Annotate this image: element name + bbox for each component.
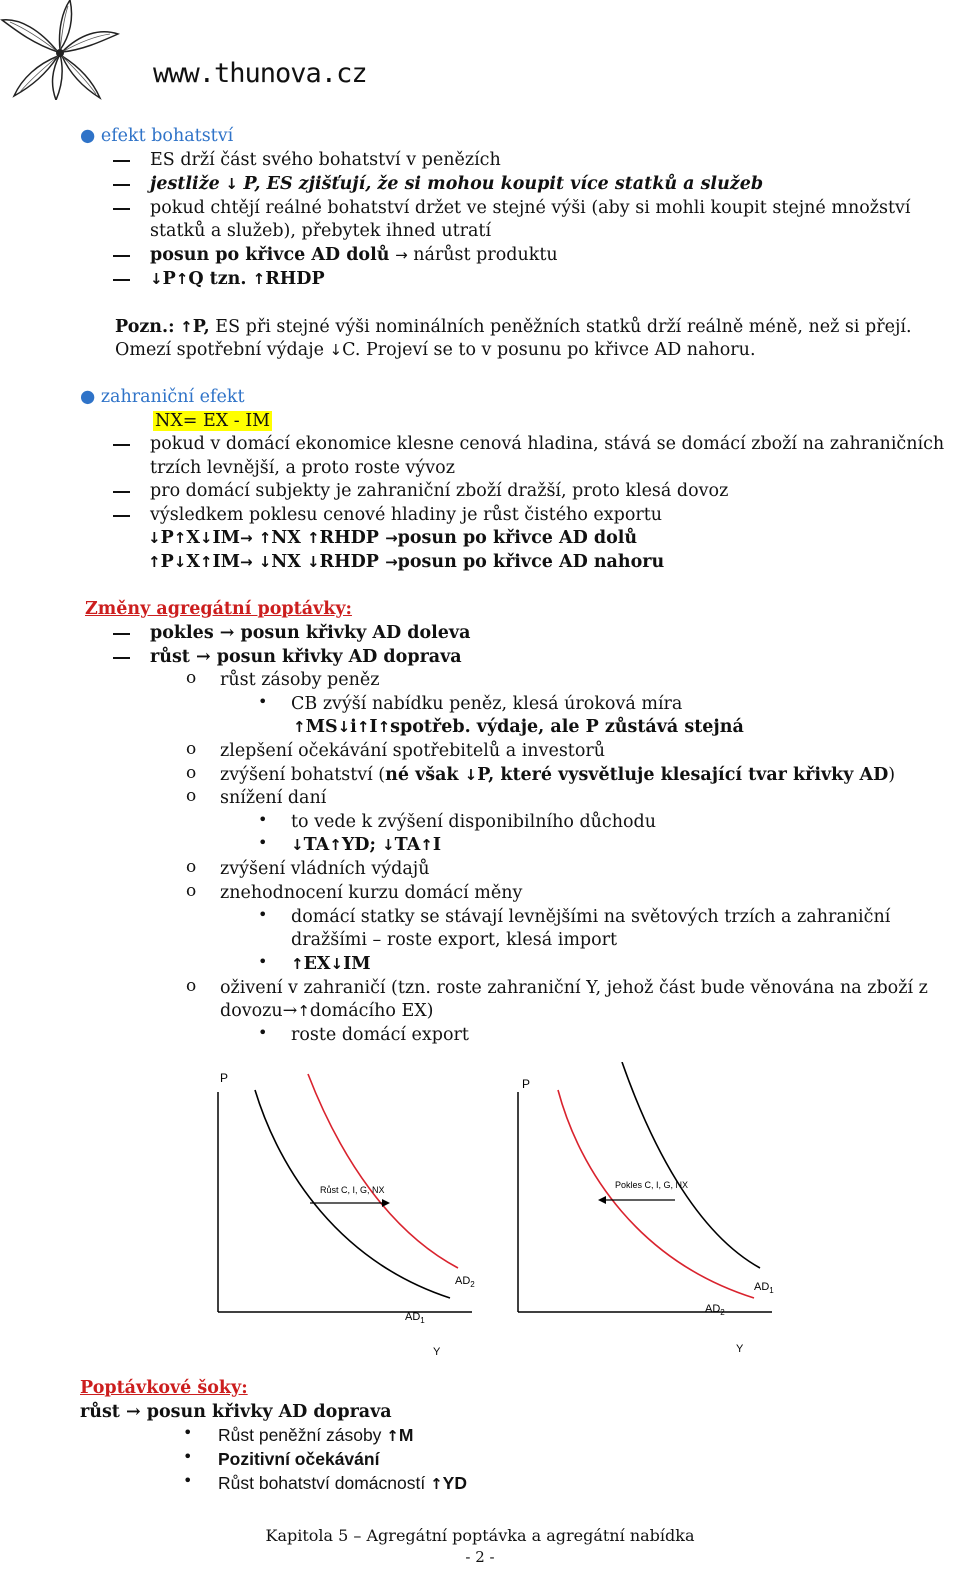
dot-bullet: •	[258, 1023, 268, 1042]
foreign-item-1-cont: trzích levnější, a proto roste vývoz	[150, 458, 455, 478]
chart-shift-label: Pokles C, I, G, NX	[615, 1180, 689, 1190]
chart-shift-label: Růst C, I, G, NX	[320, 1185, 385, 1195]
dash-bullet	[113, 160, 130, 162]
ad-changes-heading: Změny agregátní poptávky:	[85, 599, 352, 619]
dot-bullet: •	[183, 1447, 193, 1466]
growth-cause-gov-spending: zvýšení vládních výdajů	[220, 859, 430, 879]
chart-curve-label-ad1: $AD_1$	[405, 1311, 425, 1325]
circle-bullet: o	[186, 763, 197, 783]
dash-bullet	[113, 515, 130, 517]
ad-shift-left-chart	[500, 1062, 780, 1362]
wealth-item-4: posun po křivce AD dolů → nárůst produktu	[150, 245, 558, 265]
currency-detail-1: domácí statky se stávají levnějšími na světových trzích a zahraniční	[291, 907, 891, 927]
chart-curve-label-ad2: $AD_2$	[705, 1303, 725, 1317]
foreign-item-2: pro domácí subjekty je zahraniční zboží dražší, proto klesá dovoz	[150, 481, 729, 501]
dot-bullet: •	[258, 833, 268, 852]
demand-shocks-heading: Poptávkové šoky:	[80, 1378, 248, 1398]
arrow-up-icon: ↑	[180, 318, 193, 336]
dash-bullet	[113, 208, 130, 210]
site-url[interactable]: www.thunova.cz	[153, 58, 367, 89]
ad2-curve	[308, 1074, 458, 1268]
nx-formula: NX= EX - IM	[155, 411, 271, 431]
foreign-effect-heading: ● zahraniční efekt	[80, 387, 245, 407]
foreign-item-1: pokud v domácí ekonomice klesne cenová hladina, stává se domácí zboží na zahraničních	[150, 434, 945, 454]
circle-bullet: o	[186, 786, 197, 806]
dot-bullet: •	[183, 1423, 193, 1442]
circle-bullet: o	[186, 857, 197, 877]
wealth-item-3: pokud chtějí reálné bohatství držet ve stejné výši (aby si mohli koupit stejné množství	[150, 198, 911, 218]
shock-item-2: Pozitivní očekávání	[218, 1449, 380, 1469]
chart-axis-y-label: P	[220, 1071, 229, 1085]
shock-item-1: Růst peněžní zásoby ↑M	[218, 1425, 414, 1445]
taxes-detail-2: ↓TA↑YD; ↓TA↑I	[291, 835, 442, 855]
growth-cause-currency: znehodnocení kurzu domácí měny	[220, 883, 523, 903]
ad-shift-right-chart	[200, 1062, 480, 1362]
dot-bullet: •	[258, 692, 268, 711]
arrow-up-icon: ↑	[252, 270, 266, 288]
wealth-item-2: jestliže ↓ P, ES zjišťují, že si mohou koupit více statků a služeb	[150, 174, 764, 194]
taxes-detail-1: to vede k zvýšení disponibilního důchodu	[291, 812, 656, 832]
chart-axis-x-label: Y	[433, 1346, 441, 1358]
dash-bullet	[113, 491, 130, 493]
circle-bullet: o	[186, 881, 197, 901]
dash-bullet	[113, 444, 130, 446]
dot-bullet: •	[258, 905, 268, 924]
abroad-detail-1: roste domácí export	[291, 1025, 469, 1045]
wealth-effect-heading: ● efekt bohatství	[80, 126, 234, 146]
shock-item-3: Růst bohatství domácností ↑YD	[218, 1473, 467, 1493]
footer-page-number: - 2 -	[465, 1548, 495, 1566]
dot-bullet: •	[258, 952, 268, 971]
shift-arrowhead	[382, 1199, 390, 1207]
ad-growth: růst → posun křivky AD doprava	[150, 647, 462, 667]
dash-bullet	[113, 184, 130, 186]
chart-curve-label-ad2: $AD_2$	[455, 1275, 475, 1289]
arrow-right-icon: →	[395, 246, 408, 264]
foreign-chain-1: ↓P↑X↓IM→ ↑NX ↑RHDP →posun po křivce AD dolů	[148, 528, 638, 548]
foreign-item-3: výsledkem poklesu cenové hladiny je růst čistého exportu	[150, 505, 663, 525]
chart-axis-x-label: Y	[736, 1343, 744, 1355]
dash-bullet	[113, 255, 130, 257]
lily-flower-logo-icon	[0, 0, 120, 100]
arrow-up-icon: ↑	[175, 270, 189, 288]
dash-bullet	[113, 633, 130, 635]
dot-bullet: •	[258, 810, 268, 829]
arrow-down-icon: ↓	[150, 270, 163, 288]
wealth-note-line-1: Pozn.: ↑P, ES při stejné výši nominálních peněžních statků drží reálně méně, než si přejí.	[115, 317, 912, 337]
dash-bullet	[113, 279, 130, 281]
dash-bullet	[113, 657, 130, 659]
dot-bullet: •	[183, 1471, 193, 1490]
wealth-item-3-cont: statků a služeb), přebytek ihned utratí	[150, 221, 492, 241]
shift-arrowhead	[598, 1196, 606, 1204]
growth-cause-abroad: oživení v zahraničí (tzn. roste zahraniční Y, jehož část bude věnována na zboží z	[220, 978, 928, 998]
foreign-chain-2: ↑P↓X↑IM→ ↓NX ↓RHDP →posun po křivce AD nahoru	[148, 552, 665, 572]
ad-decline: pokles → posun křivky AD doleva	[150, 623, 471, 643]
circle-bullet: o	[186, 668, 197, 688]
currency-detail-1-cont: dražšími – roste export, klesá import	[291, 930, 618, 950]
circle-bullet: o	[186, 739, 197, 759]
circle-bullet: o	[186, 976, 197, 996]
growth-cause-expectations: zlepšení očekávání spotřebitelů a investorů	[220, 741, 606, 761]
growth-cause-money: růst zásoby peněz	[220, 670, 380, 690]
wealth-item-1: ES drží část svého bohatství v penězích	[150, 150, 501, 170]
arrow-down-icon: ↓	[329, 341, 343, 359]
arrow-down-icon: ↓	[225, 175, 238, 193]
money-detail-2: ↑MS↓i↑I↑spotřeb. výdaje, ale P zůstává stejná	[293, 717, 744, 737]
currency-detail-2: ↑EX↓IM	[291, 954, 371, 974]
growth-cause-abroad-cont: dovozu→↑domácího EX)	[220, 1001, 434, 1021]
ad1-curve	[622, 1062, 760, 1268]
growth-cause-taxes: snížení daní	[220, 788, 327, 808]
money-detail-1: CB zvýší nabídku peněz, klesá úroková míra	[291, 694, 683, 714]
wealth-item-5: ↓P↑Q tzn. ↑RHDP	[150, 269, 325, 289]
growth-cause-wealth: zvýšení bohatství (né však ↓P, které vysvětluje klesající tvar křivky AD)	[220, 765, 896, 785]
ad2-curve	[558, 1090, 754, 1298]
demand-shocks-growth: růst → posun křivky AD doprava	[80, 1402, 392, 1422]
chart-axis-y-label: P	[522, 1077, 531, 1091]
wealth-note-line-2: Omezí spotřební výdaje ↓C. Projeví se to v posunu po křivce AD nahoru.	[115, 340, 756, 360]
footer-chapter: Kapitola 5 – Agregátní poptávka a agregátní nabídka	[265, 1526, 695, 1545]
chart-curve-label-ad1: $AD_1$	[754, 1281, 774, 1295]
